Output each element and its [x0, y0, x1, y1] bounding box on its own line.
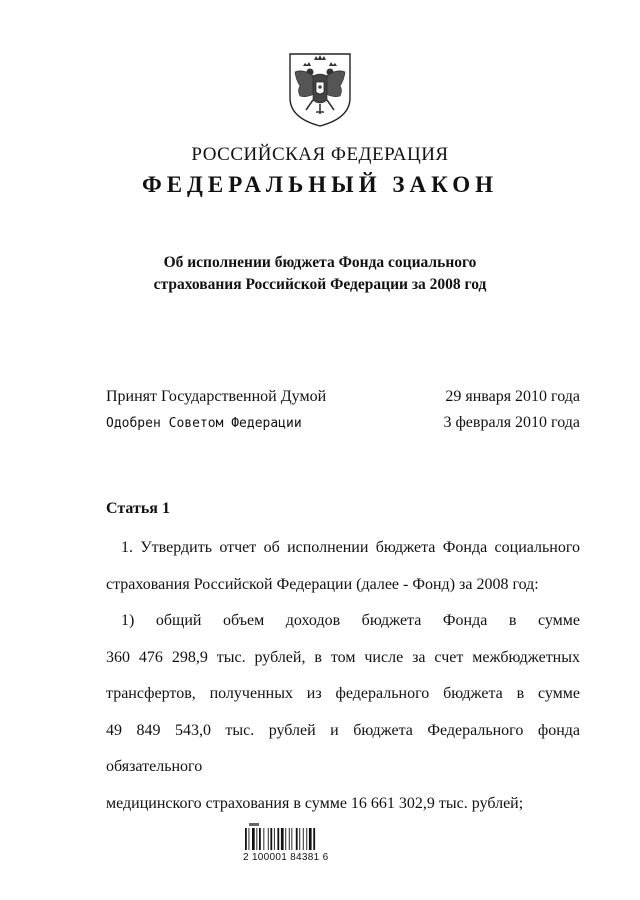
duma-date: 29 января 2010 года — [445, 388, 580, 405]
duma-label: Принят Государственной Думой — [106, 388, 327, 405]
council-label: Одобрен Советом Федерации — [106, 416, 302, 431]
law-title-line: страхования Российской Федерации за 2008 год — [153, 276, 487, 293]
paragraph-line: 1) общий объем доходов бюджета Фонда в сумме — [121, 612, 580, 629]
law-type-heading: ФЕДЕРАЛЬНЫЙ ЗАКОН — [141, 172, 499, 197]
article-heading: Статья 1 — [106, 500, 170, 517]
paragraph-line: 1. Утвердить отчет об исполнении бюджета Фонда социального — [121, 539, 580, 556]
paragraph-line: трансфертов, полученных из федерального бюджета в сумме — [106, 685, 580, 702]
coat-of-arms-icon — [286, 50, 354, 128]
council-date: 3 февраля 2010 года — [443, 414, 580, 431]
barcode-icon — [243, 820, 327, 856]
article-body — [106, 530, 580, 822]
paragraph-line: 49 849 543,0 тыс. рублей и бюджета Федерального фонда обязательного — [106, 721, 580, 775]
law-title — [0, 252, 640, 296]
paragraph-line: 360 476 298,9 тыс. рублей, в том числе за счет межбюджетных — [106, 648, 580, 666]
paragraph-line: медицинского страхования в сумме 16 661 302,9 тыс. рублей; — [106, 794, 524, 812]
country-name: РОССИЙСКАЯ ФЕДЕРАЦИЯ — [191, 144, 449, 165]
law-title-line: Об исполнении бюджета Фонда социального — [163, 254, 477, 271]
paragraph-line: страхования Российской Федерации (далее - Фонд) за 2008 год: — [106, 575, 539, 593]
barcode-number: 2 100001 84381 6 — [243, 852, 329, 863]
